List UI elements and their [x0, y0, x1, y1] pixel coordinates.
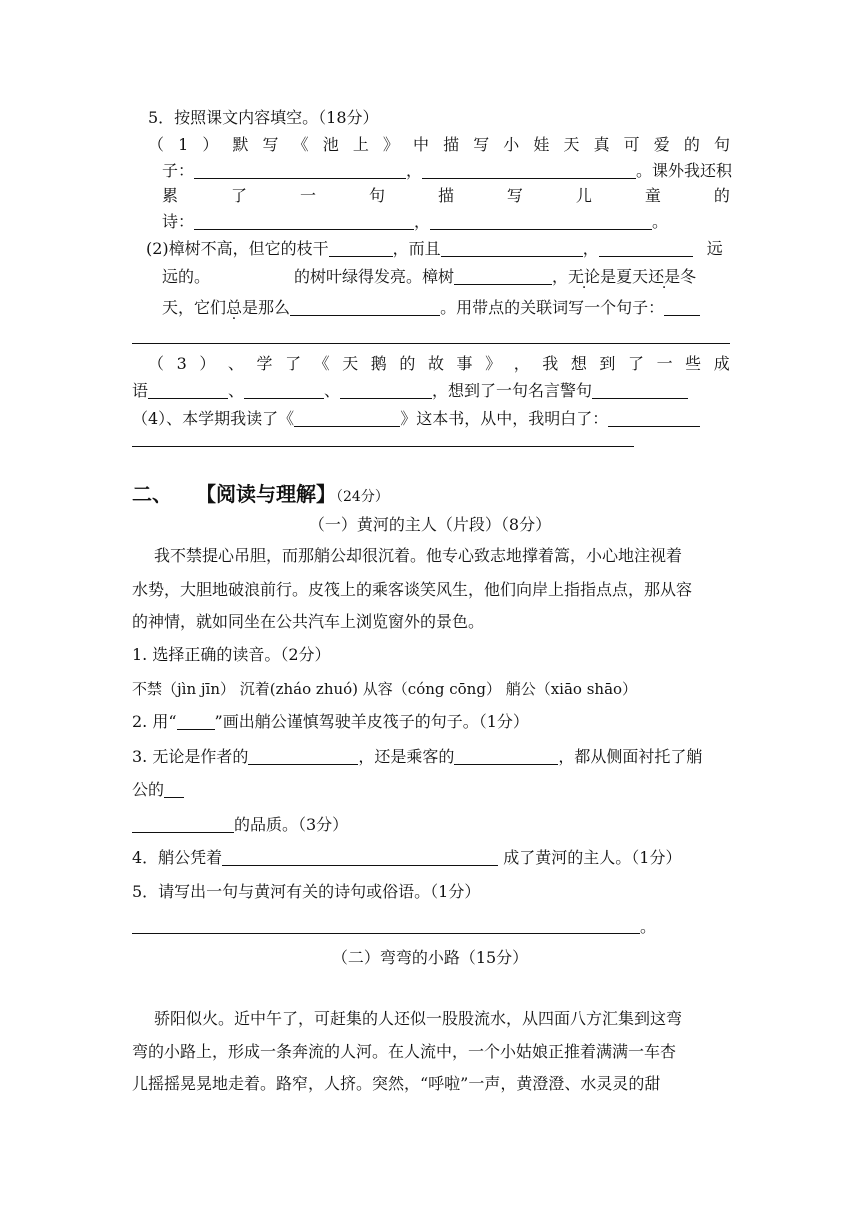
blank-13[interactable] [340, 380, 432, 399]
label: 成了黄河的主人。（1分） [498, 848, 682, 867]
char: 了 [628, 354, 645, 373]
label: 的品质。（3分） [234, 815, 349, 834]
passage-2-line: 弯的小路上，形成一条奔流的人河。在人流中，一个小姑娘正推着满满一车杏 [132, 1042, 677, 1061]
label: 远 [706, 239, 723, 258]
blank-20[interactable] [164, 779, 184, 798]
part-1-line-4 [162, 210, 668, 234]
part-2-line-1 [146, 237, 723, 261]
part-3-line-1 [148, 352, 730, 376]
label: 、 [324, 381, 341, 400]
char: 的 [713, 186, 730, 205]
part-1-line-1 [148, 133, 730, 157]
section-title: 【阅读与理解】 [196, 482, 336, 506]
part-1-line-3 [162, 184, 730, 208]
char: 句 [368, 186, 385, 205]
label: 3. 无论是作者的 [132, 747, 249, 766]
question-3-line-2 [132, 778, 184, 802]
char: 池 [322, 135, 339, 154]
char: 《 [292, 135, 309, 154]
char: 《 [313, 354, 330, 373]
part-2-line-2 [162, 265, 696, 289]
char: 爱 [653, 135, 670, 154]
char: 写 [262, 135, 279, 154]
blank-19[interactable] [454, 746, 558, 765]
char: 一 [656, 354, 673, 373]
blank-3[interactable] [194, 211, 414, 230]
blank-5[interactable] [329, 238, 393, 257]
label: 冬 [680, 267, 697, 286]
blank-10[interactable] [664, 297, 700, 316]
label: 。课外我还积 [636, 161, 733, 180]
passage-2-title: （二）弯弯的小路（15分） [331, 948, 529, 967]
blank-21[interactable] [132, 814, 234, 833]
dotted-word: 还是 [648, 267, 681, 286]
blank-1[interactable] [194, 160, 406, 179]
char: ） [199, 354, 216, 373]
char: ） [202, 135, 219, 154]
label: ”画出艄公谨慎驾驶羊皮筏子的句子。（1分） [214, 712, 529, 731]
label: 2. 用“ [132, 712, 177, 731]
label: ，而且 [392, 239, 441, 258]
char: 事 [456, 354, 473, 373]
label: 。用带点的关联词写一个句子： [440, 298, 665, 317]
char: 学 [256, 354, 273, 373]
char: （ [148, 354, 165, 373]
section-number: 二、 [132, 482, 172, 506]
char: 》 [382, 135, 399, 154]
label: 4．艄公凭着 [132, 848, 223, 867]
blank-12[interactable] [244, 380, 324, 399]
char: 1 [178, 135, 189, 154]
char: 儿 [575, 186, 592, 205]
blank-22[interactable] [222, 847, 498, 866]
part-3-line-2 [132, 379, 688, 403]
char: 3 [176, 354, 187, 373]
label: ， [582, 239, 599, 258]
blank-2[interactable] [422, 160, 636, 179]
passage-2-line: 骄阳似火。近中午了，可赶集的人还似一股股流水，从四面八方汇集到这弯 [154, 1009, 683, 1028]
label: ，还是乘客的 [358, 747, 455, 766]
answer-line[interactable] [132, 933, 640, 934]
char: 娃 [533, 135, 550, 154]
label: 天，它们 [162, 298, 227, 317]
char: 中 [413, 135, 430, 154]
label: 公的 [132, 780, 165, 799]
char: 小 [503, 135, 520, 154]
blank-15[interactable] [294, 408, 400, 427]
blank-14[interactable] [592, 380, 688, 399]
question-1: 1. 选择正确的读音。（2分） [132, 645, 331, 664]
char: 、 [227, 354, 244, 373]
dotted-word: 总 [226, 298, 243, 317]
label: 远的。 [162, 267, 211, 286]
part-1-line-2 [162, 159, 732, 183]
char: 成 [713, 354, 730, 373]
comma: ， [406, 161, 423, 180]
char: 童 [644, 186, 661, 205]
char: 》 [485, 354, 502, 373]
label: 语 [132, 381, 149, 400]
char: 真 [593, 135, 610, 154]
label: 那么 [258, 298, 291, 317]
blank-8[interactable] [454, 266, 552, 285]
char: 默 [232, 135, 249, 154]
period: 。 [640, 917, 657, 936]
label: ，都从侧面衬托了艄 [558, 747, 703, 766]
blank-6[interactable] [441, 238, 583, 257]
char: 写 [506, 186, 523, 205]
question-5: 5．请写出一句与黄河有关的诗句或俗语。（1分） [132, 882, 481, 901]
char: 天 [342, 354, 359, 373]
question-1-options: 不禁（jìn jīn） 沉着(zháo zhuó) 从容（cóng cōng） 艄公（xiāo shāo） [132, 680, 638, 698]
char: 了 [230, 186, 247, 205]
char: 想 [570, 354, 587, 373]
question-2 [132, 710, 529, 734]
section-heading [132, 480, 389, 511]
blank-9[interactable] [290, 297, 440, 316]
label: 子： [162, 161, 195, 180]
label: 》这本书，从中，我明白了： [400, 409, 609, 428]
comma: ， [414, 212, 431, 231]
question-3-line-3 [132, 813, 348, 837]
char: 上 [352, 135, 369, 154]
char: 描 [443, 135, 460, 154]
answer-line[interactable] [132, 446, 634, 447]
char: 故 [427, 354, 444, 373]
label: 是夏天 [600, 267, 649, 286]
label: ， [552, 267, 569, 286]
label: 。 [652, 212, 669, 231]
blank-17[interactable] [177, 711, 215, 730]
char: 可 [623, 135, 640, 154]
char: 句 [713, 135, 730, 154]
char: 些 [685, 354, 702, 373]
blank-4[interactable] [430, 211, 652, 230]
part-4-line-1 [132, 407, 700, 431]
question-4 [132, 846, 681, 870]
question-5-title: 5．按照课文内容填空。（18分） [148, 108, 379, 127]
char: 我 [542, 354, 559, 373]
label: 是 [242, 298, 259, 317]
char: 的 [399, 354, 416, 373]
label: 诗： [162, 212, 195, 231]
blank-18[interactable] [248, 746, 358, 765]
char: 了 [285, 354, 302, 373]
char: ， [513, 354, 530, 373]
passage-1-title: （一）黄河的主人（片段）（8分） [308, 515, 552, 534]
char: 描 [437, 186, 454, 205]
label: 的树叶绿得发亮。樟树 [294, 267, 455, 286]
char: 鹅 [370, 354, 387, 373]
section-score: （24分） [336, 489, 389, 505]
passage-1-line: 我不禁提心吊胆，而那艄公却很沉着。他专心致志地撑着篙，小心地注视着 [154, 546, 683, 565]
char: 写 [473, 135, 490, 154]
label: （4）、本学期我读了《 [132, 409, 295, 428]
blank-7[interactable] [599, 238, 693, 257]
passage-2-line: 儿摇摇晃晃地走着。路窄，人挤。突然，“呼啦”一声，黄澄澄、水灵灵的甜 [132, 1074, 661, 1093]
label: 、 [228, 381, 245, 400]
passage-1-line: 水势，大胆地破浪前行。皮筏上的乘客谈笑风生，他们向岸上指指点点，那从容 [132, 580, 693, 599]
blank-16[interactable] [608, 408, 700, 427]
answer-line[interactable] [132, 343, 730, 344]
passage-1-line: 的神情，就如同坐在公共汽车上浏览窗外的景色。 [132, 612, 485, 631]
char: 累 [162, 186, 179, 205]
char: 天 [563, 135, 580, 154]
part-2-line-3 [162, 296, 700, 320]
label: ，想到了一句名言警句 [432, 381, 593, 400]
char: 到 [599, 354, 616, 373]
char: （ [148, 135, 165, 154]
dotted-word: 无论 [568, 267, 601, 286]
char: 一 [299, 186, 316, 205]
label: (2)樟树不高，但它的枝干 [146, 239, 329, 258]
blank-11[interactable] [148, 380, 228, 399]
char: 的 [683, 135, 700, 154]
question-3 [132, 745, 702, 769]
